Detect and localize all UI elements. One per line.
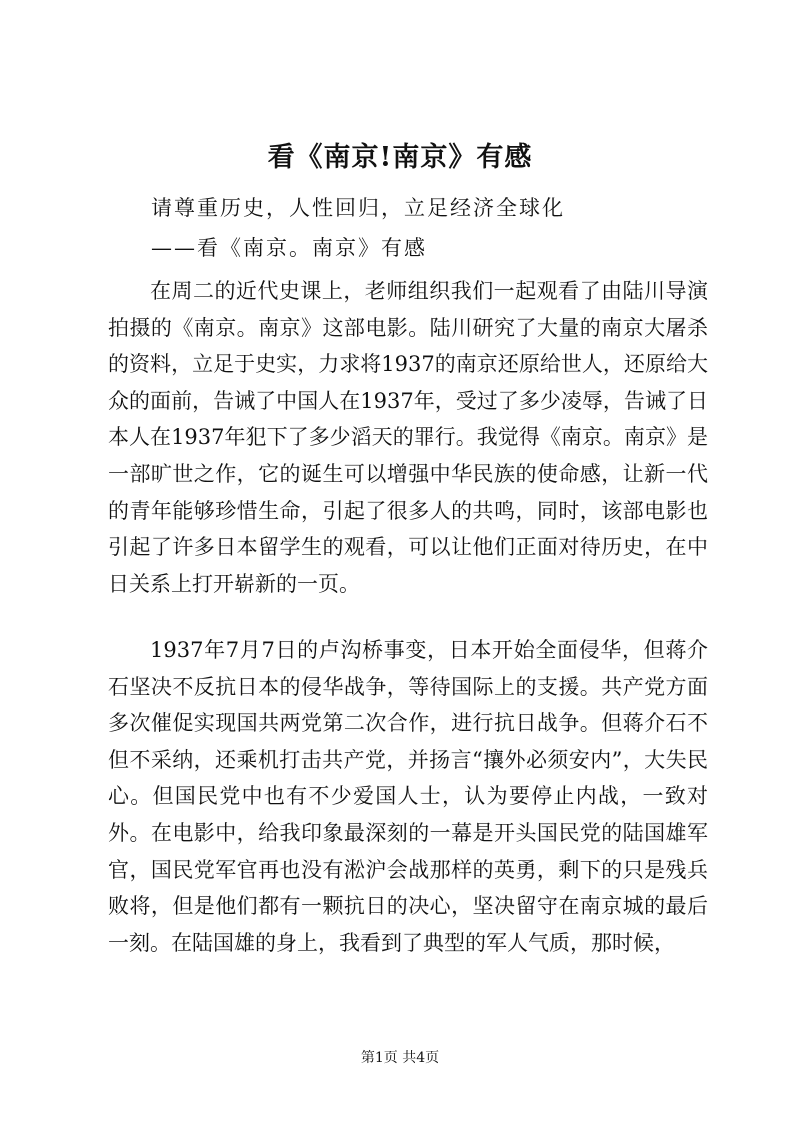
document-subtitle-attribution: ——看《南京。南京》有感 xyxy=(151,236,427,260)
body-paragraph-2: 1937年7月7日的卢沟桥事变，日本开始全面侵华，但蒋介石坚决不反抗日本的侵华战争，等待国际上的支援。共产党方面多次催促实现国共两党第二次合作，进行抗日战争。但蒋介石不但不采纳，还乘机打击共产党，并扬言“攘外必须安内”，大失民心。但国民党中也有不少爱国人士，认为要停止内战，一致对外。在电影中，给我印象最深刻的一幕是开头国民党的陆国雄军官，国民党军官再也没有淞沪会战那样的英勇，剩下的只是残兵败将，但是他们都有一颗抗日的决心，坚决留守在南京城的最后一刻。在陆国雄的身上，我看到了典型的军人气质，那时候， xyxy=(108,638,708,955)
page-number-footer: 第1页 共4页 xyxy=(360,1050,440,1066)
document-title: 看《南京!南京》有感 xyxy=(267,142,533,173)
body-paragraph-1: 在周二的近代史课上，老师组织我们一起观看了由陆川导演拍摄的《南京。南京》这部电影。陆川研究了大量的南京大屠杀的资料，立足于史实，力求将1937的南京还原给世人，还原给大众的面前，告诫了中国人在1937年，受过了多少凌辱，告诫了日本人在1937年犯下了多少滔天的罪行。我觉得《南京。南京》是一部旷世之作，它的诞生可以增强中华民族的使命感，让新一代的青年能够珍惜生命，引起了很多人的共鸣，同时，该部电影也引起了许多日本留学生的观看，可以让他们正面对待历史，在中日关系上打开崭新的一页。 xyxy=(108,279,708,596)
document-subtitle: 请尊重历史，人性回归，立足经济全球化 xyxy=(151,196,565,220)
